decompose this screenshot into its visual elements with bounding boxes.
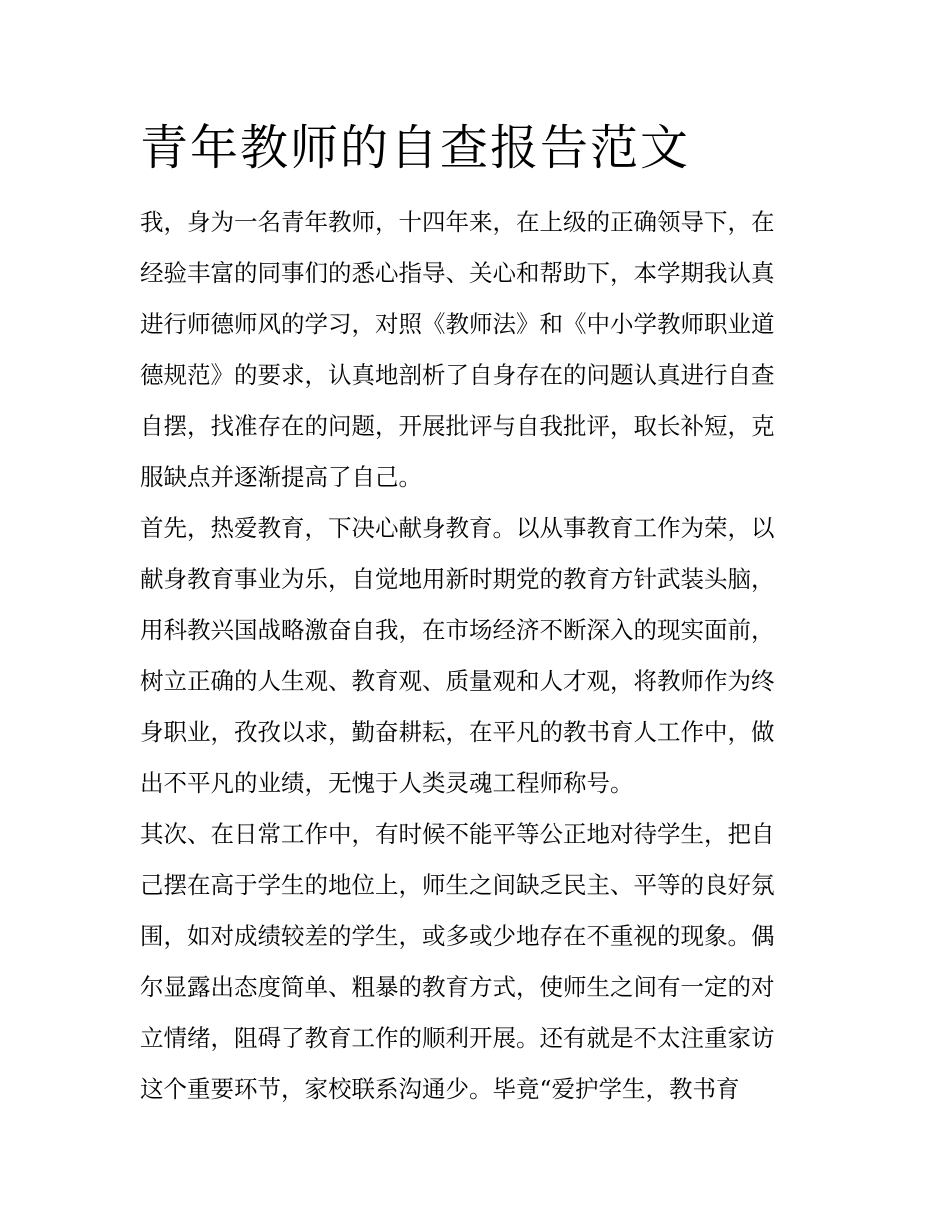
text-line: 立情绪，阻碍了教育工作的顺利开展。还有就是不太注重家访 bbox=[140, 1024, 775, 1052]
text-line: 己摆在高于学生的地位上，师生之间缺乏民主、平等的良好氛 bbox=[140, 871, 775, 899]
text-line: 这个重要环节，家校联系沟通少。毕竟“爱护学生，教书育 bbox=[140, 1075, 740, 1103]
text-line: 我，身为一名青年教师，十四年来，在上级的正确领导下，在 bbox=[140, 208, 775, 236]
text-line: 自摆，找准存在的问题，开展批评与自我批评，取长补短，克 bbox=[140, 412, 775, 440]
text-line: 首先，热爱教育，下决心献身教育。以从事教育工作为荣，以 bbox=[140, 514, 775, 542]
text-line: 围，如对成绩较差的学生，或多或少地存在不重视的现象。偶 bbox=[140, 922, 775, 950]
text-line: 经验丰富的同事们的悉心指导、关心和帮助下，本学期我认真 bbox=[140, 259, 775, 287]
text-line: 尔显露出态度简单、粗暴的教育方式，使师生之间有一定的对 bbox=[140, 973, 775, 1001]
text-line: 献身教育事业为乐，自觉地用新时期党的教育方针武装头脑， bbox=[140, 565, 775, 593]
text-line: 进行师德师风的学习，对照《教师法》和《中小学教师职业道 bbox=[140, 310, 775, 338]
text-line: 出不平凡的业绩，无愧于人类灵魂工程师称号。 bbox=[140, 769, 634, 797]
text-line: 用科教兴国战略激奋自我，在市场经济不断深入的现实面前， bbox=[140, 616, 775, 644]
text-line: 服缺点并逐渐提高了自己。 bbox=[140, 463, 422, 491]
text-line: 身职业，孜孜以求，勤奋耕耘，在平凡的教书育人工作中，做 bbox=[140, 718, 775, 746]
text-line: 树立正确的人生观、教育观、质量观和人才观，将教师作为终 bbox=[140, 667, 775, 695]
text-line: 德规范》的要求，认真地剖析了自身存在的问题认真进行自查 bbox=[140, 361, 775, 389]
text-line: 其次、在日常工作中，有时候不能平等公正地对待学生，把自 bbox=[140, 820, 775, 848]
document-title: 青年教师的自查报告范文 bbox=[140, 120, 691, 176]
